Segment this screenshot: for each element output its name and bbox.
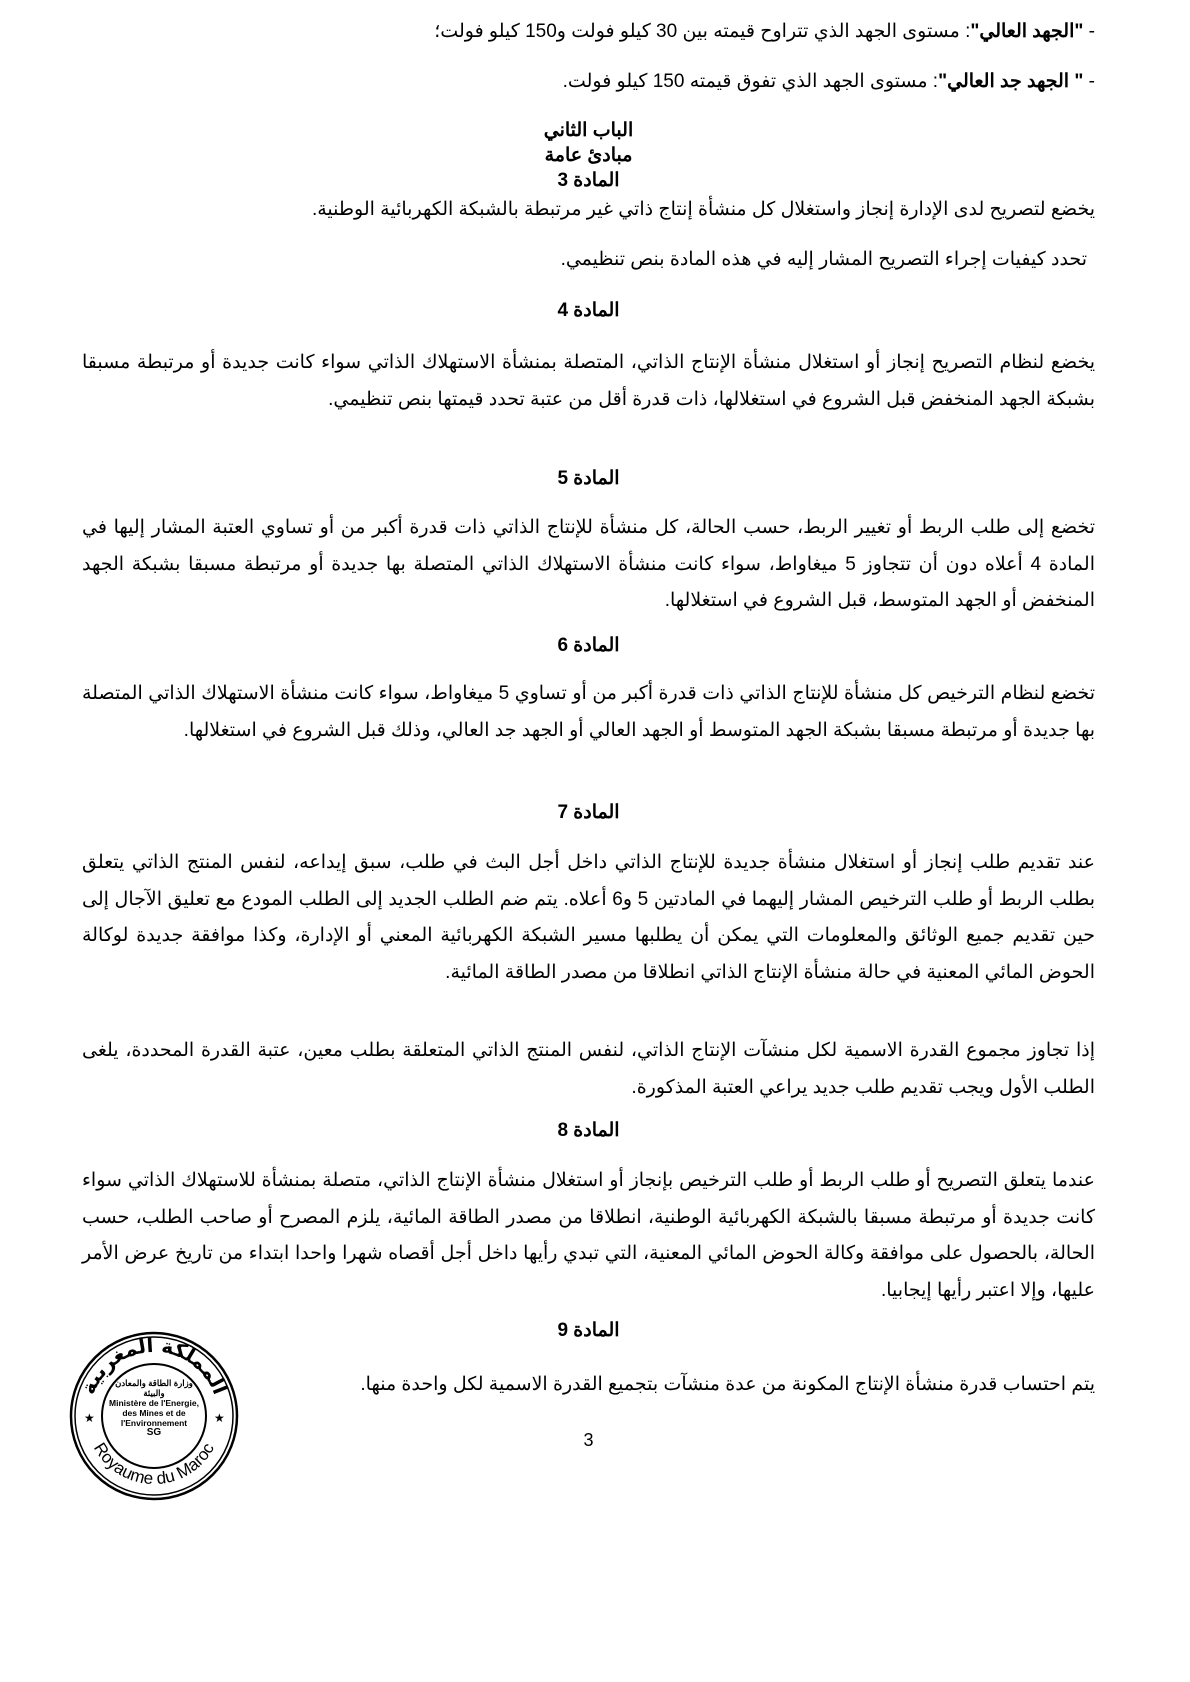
article-4-title: المادة 4 [557, 300, 620, 321]
definition-high-voltage: - "الجهد العالي": مستوى الجهد الذي تتراوح قيمته بين 30 كيلو فولت و150 كيلو فولت؛ [434, 21, 1095, 42]
star-icon: ★ [84, 1411, 95, 1425]
article-8-title: المادة 8 [557, 1120, 620, 1141]
definition-text: : مستوى الجهد الذي تتراوح قيمته بين 30 كيلو فولت و150 كيلو فولت؛ [434, 21, 971, 42]
article-8-paragraph: عندما يتعلق التصريح أو طلب الربط أو طلب الترخيص بإنجاز أو استغلال منشأة الإنتاج الذاتي، متصلة بمنشأة للاستهلاك الذاتي سواء كانت جديدة أو مرتبطة مسبقا بالشبكة الكهربائية الوطنية، انطلاقا من مصدر الطاقة المائية، يلزم المصرح أو صاحب الطلب، حسب الحالة، بالحصول على موافقة وكالة الحوض المائي المعنية، التي تبدي رأيها داخل أجل أقصاه شهرا واحدا ابتداء من تاريخ عرض الأمر عليها، وإلا اعتبر رأيها إيجابيا. [82, 1170, 1095, 1301]
chapter-subtitle: مبادئ عامة [544, 145, 633, 166]
stamp-code: SG [146, 1427, 162, 1438]
stamp-arabic-text: المملكة المغربية [75, 1332, 233, 1398]
definition-term: "الجهد العالي" [970, 21, 1084, 42]
star-icon: ★ [214, 1411, 225, 1425]
article-3-paragraph: يخضع لتصريح لدى الإدارة إنجاز واستغلال كل منشأة إنتاج ذاتي غير مرتبطة بالشبكة الكهربائية الوطنية. [311, 199, 1095, 220]
page-number: 3 [583, 1430, 594, 1450]
definition-text: : مستوى الجهد الذي تفوق قيمته 150 كيلو فولت. [562, 71, 939, 92]
article-3-paragraph: تحدد كيفيات إجراء التصريح المشار إليه في هذه المادة بنص تنظيمي. [560, 249, 1087, 270]
article-9-title: المادة 9 [557, 1320, 620, 1341]
stamp-ministry-ar: وزارة الطاقة والمعادن والبيئة [115, 1378, 193, 1398]
stamp-ministry-fr: Ministère de l'Energie, des Mines et de l'Environnement [109, 1398, 199, 1428]
stamp-french-text: Royaume du Maroc [89, 1439, 218, 1489]
article-7-paragraph: عند تقديم طلب إنجاز أو استغلال منشأة جديدة للإنتاج الذاتي داخل أجل البث في طلب، سبق إيداعه، لنفس المنتج الذاتي يتعلق بطلب الربط أو طلب الترخيص المشار إليهما في المادتين 5 و6 أعلاه. يتم ضم الطلب الجديد إلى الطلب المودع مع تعليق الآجال إلى حين تقديم جميع الوثائق والمعلومات التي يمكن أن يطلبها مسير الشبكة الكهربائية المعني أو الإدارة، وكذا موافقة جديدة لوكالة الحوض المائي المعنية في حالة منشأة الإنتاج الذاتي انطلاقا من مصدر الطاقة المائية. [82, 852, 1095, 983]
article-6-paragraph: تخضع لنظام الترخيص كل منشأة للإنتاج الذاتي ذات قدرة أكبر من أو تساوي 5 ميغاواط، سواء كانت منشأة الاستهلاك الذاتي المتصلة بها جديدة أو مرتبطة مسبقا بشبكة الجهد المتوسط أو الجهد العالي أو الجهد جد العالي، وذلك قبل الشروع في استغلالها. [82, 683, 1095, 741]
chapter-title: الباب الثاني [543, 120, 634, 141]
article-9-paragraph: يتم احتساب قدرة منشأة الإنتاج المكونة من عدة منشآت بتجميع القدرة الاسمية لكل واحدة منها. [360, 1374, 1095, 1395]
article-4-paragraph: يخضع لنظام التصريح إنجاز أو استغلال منشأة الإنتاج الذاتي، المتصلة بمنشأة الاستهلاك الذاتي سواء كانت جديدة أو مرتبطة مسبقا بشبكة الجهد المنخفض قبل الشروع في استغلالها، ذات قدرة أقل من عتبة تحدد قيمتها بنص تنظيمي. [82, 352, 1095, 410]
article-3-title: المادة 3 [557, 170, 620, 191]
definition-term: " الجهد جد العالي" [938, 71, 1084, 92]
article-6-title: المادة 6 [557, 635, 620, 656]
article-5-title: المادة 5 [557, 468, 620, 489]
article-5-paragraph: تخضع إلى طلب الربط أو تغيير الربط، حسب الحالة، كل منشأة للإنتاج الذاتي ذات قدرة أكبر من أو تساوي العتبة المشار إليها في المادة 4 أعلاه دون أن تتجاوز 5 ميغاواط، سواء كانت منشأة الاستهلاك الذاتي المتصلة بها جديدة أو مرتبطة مسبقا بشبكة الجهد المنخفض أو الجهد المتوسط، قبل الشروع في استغلالها. [82, 517, 1095, 611]
definition-very-high-voltage: - " الجهد جد العالي": مستوى الجهد الذي تفوق قيمته 150 كيلو فولت. [562, 71, 1095, 92]
article-7-title: المادة 7 [557, 802, 620, 823]
official-stamp [68, 1330, 240, 1502]
article-7-paragraph: إذا تجاوز مجموع القدرة الاسمية لكل منشآت الإنتاج الذاتي، لنفس المنتج الذاتي المتعلقة بطلب معين، عتبة القدرة المحددة، يلغى الطلب الأول ويجب تقديم طلب جديد يراعي العتبة المذكورة. [82, 1040, 1095, 1098]
